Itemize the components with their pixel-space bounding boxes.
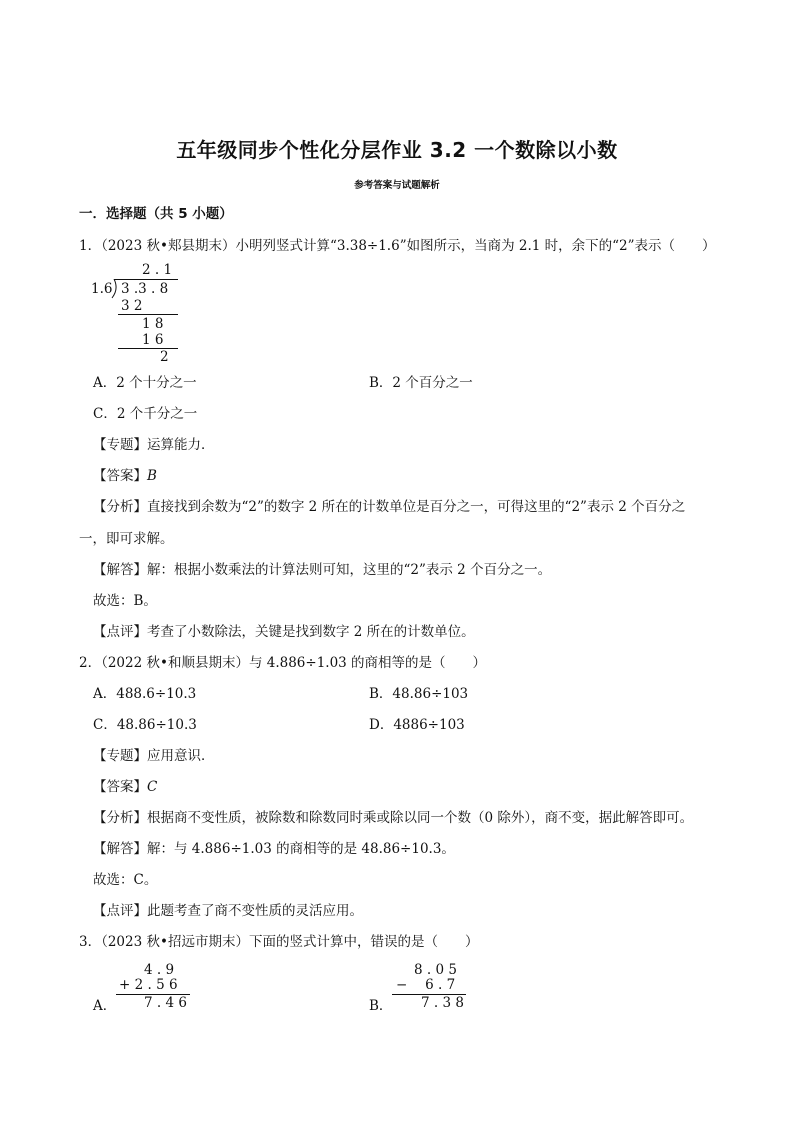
q2-answer — [93, 779, 157, 795]
q2-option-c[interactable]: C．48.86÷10.3 — [93, 717, 197, 733]
comment-label: 【点评】 — [93, 624, 147, 640]
q1-remainder: 2 — [160, 349, 169, 365]
q3-stem: 3．（2023 秋•招远市期末）下面的竖式计算中，错误的是（ ） — [79, 934, 479, 950]
q2-stem: 2．（2022 秋•和顺县期末）与 4.886÷1.03 的商相等的是（ ） — [79, 655, 487, 671]
q2-choice: 故选：C。 — [93, 872, 158, 888]
q2-solution — [93, 841, 455, 857]
q1-option-a[interactable]: A．2 个十分之一 — [93, 375, 197, 391]
solution-text: 解：根据小数乘法的计算法则可知，这里的“2”表示 2 个百分之一。 — [147, 562, 552, 578]
solution-text: 解：与 4.886÷1.03 的商相等的是 48.86÷10.3。 — [147, 841, 455, 857]
q1-step2: 1 8 — [142, 316, 164, 332]
q1-step-line-1 — [118, 314, 178, 315]
q3-b-result: 7 . 3 8 — [421, 995, 464, 1011]
q1-division-bar — [114, 279, 178, 280]
q1-stem: 1．（2023 秋•郏县期末）小明列竖式计算“3.38÷1.6”如图所示，当商为 2.1 时，余下的“2”表示（ ） — [79, 238, 716, 254]
q1-analysis — [93, 499, 685, 515]
comment-text: 考查了小数除法，关键是找到数字 2 所在的计数单位。 — [147, 624, 475, 640]
q1-topic — [93, 437, 215, 453]
q1-option-c[interactable]: C．2 个千分之一 — [93, 406, 198, 422]
q1-answer — [93, 468, 157, 484]
q3-a-label: A． — [93, 998, 117, 1014]
q1-option-b[interactable]: B．2 个百分之一 — [369, 375, 473, 391]
q2-comment — [93, 903, 363, 919]
analysis-label: 【分析】 — [93, 810, 147, 826]
q2-analysis — [93, 810, 693, 826]
q2-option-d[interactable]: D．4886÷103 — [369, 717, 465, 733]
section-heading: 一．选择题（共 5 小题） — [79, 206, 233, 222]
q3-b-label: B． — [369, 998, 393, 1014]
page-title: 五年级同步个性化分层作业 3.2 一个数除以小数 — [176, 138, 618, 162]
comment-label: 【点评】 — [93, 903, 147, 919]
q3-a-addend: + 2 . 5 6 — [119, 977, 178, 993]
q1-analysis-continued: 一，即可求解。 — [79, 531, 174, 547]
answer-text: C — [147, 779, 158, 795]
q3-b-subtrahend: − 6 . 7 — [396, 977, 456, 993]
q1-step-line-2 — [118, 348, 178, 349]
solution-label: 【解答】 — [93, 841, 147, 857]
q1-divisor: 1.6 — [91, 281, 113, 297]
q1-step3: 1 6 — [142, 332, 164, 348]
q1-step1: 3 2 — [121, 298, 143, 314]
q3-b-top-number: 8 . 0 5 — [414, 962, 457, 978]
comment-text: 此题考查了商不变性质的灵活应用。 — [147, 903, 363, 919]
answer-text: B — [147, 468, 157, 484]
topic-label: 【专题】 — [93, 437, 147, 453]
q3-a-result: 7 . 4 6 — [144, 995, 187, 1011]
analysis-text: 直接找到余数为“2”的数字 2 所在的计数单位是百分之一，可得这里的“2”表示 2 个百分之 — [147, 499, 686, 515]
q1-division-bracket — [111, 279, 119, 299]
answer-label: 【答案】 — [93, 468, 147, 484]
q1-solution — [93, 562, 551, 578]
page-subtitle: 参考答案与试题解析 — [354, 180, 440, 191]
topic-text: 运算能力． — [147, 437, 215, 453]
q2-topic — [93, 748, 215, 764]
topic-label: 【专题】 — [93, 748, 147, 764]
q2-option-b[interactable]: B．48.86÷103 — [369, 686, 469, 702]
q1-quotient: 2 . 1 — [142, 262, 173, 278]
answer-label: 【答案】 — [93, 779, 147, 795]
analysis-text: 根据商不变性质，被除数和除数同时乘或除以同一个数（0 除外），商不变，据此解答即可。 — [147, 810, 694, 826]
q2-option-a[interactable]: A．488.6÷10.3 — [93, 686, 197, 702]
q1-choice: 故选：B。 — [93, 593, 157, 609]
q3-a-top-number: 4 . 9 — [144, 962, 175, 978]
analysis-label: 【分析】 — [93, 499, 147, 515]
q1-dividend: 3 .3 . 8 — [121, 281, 169, 297]
topic-text: 应用意识． — [147, 748, 215, 764]
solution-label: 【解答】 — [93, 562, 147, 578]
q1-comment — [93, 624, 475, 640]
